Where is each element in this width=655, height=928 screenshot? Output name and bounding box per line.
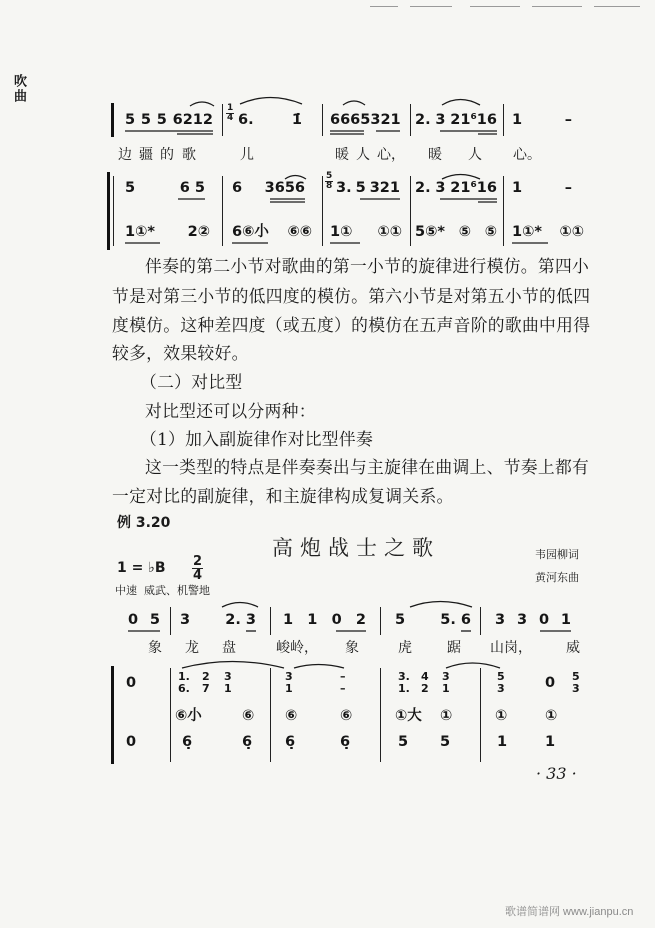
lyric: 象 xyxy=(148,640,162,656)
chord-note: 1. xyxy=(398,682,410,695)
time-signature xyxy=(192,555,203,582)
chord-note: 1. xyxy=(178,670,190,683)
system-bracket xyxy=(111,666,114,764)
melody-measure-5 xyxy=(495,611,571,629)
tempo-marking: 中速 威武、机警地 xyxy=(115,584,210,597)
note-group: ①① xyxy=(377,224,402,240)
slur xyxy=(222,603,258,608)
accompaniment-upper-measure-4 xyxy=(415,179,497,197)
slur xyxy=(343,101,365,105)
note-group: 5 xyxy=(149,612,160,628)
bar-line xyxy=(480,607,481,635)
chord-note: 2 xyxy=(421,682,429,695)
paragraph-line: 度模仿。这种差四度（或五度）的模仿在五声音阶的歌曲中用得 xyxy=(112,315,591,335)
bar-line xyxy=(270,607,271,635)
chord-note: 5 xyxy=(572,670,580,683)
accompaniment-lower-measure-3 xyxy=(330,223,402,241)
key-signature: 1 = ♭B xyxy=(117,560,166,576)
lyric: 歌 xyxy=(182,147,196,163)
accompaniment-upper-measure-3 xyxy=(336,179,400,197)
accompaniment-lower-measure-2 xyxy=(232,223,312,241)
note-group: 1̇ xyxy=(291,112,302,128)
lyric: 边 xyxy=(118,147,132,163)
note-group: 2. xyxy=(415,112,431,128)
bass-note: 1 xyxy=(497,734,508,750)
bar-line xyxy=(170,607,171,635)
melody-measure-4 xyxy=(415,111,497,129)
note-group: 0 xyxy=(128,612,139,628)
note-group: 1 xyxy=(283,612,294,628)
chord xyxy=(398,671,410,695)
note-group: – xyxy=(564,112,572,128)
chord-note: 3 xyxy=(442,670,450,683)
chord-note: 5 xyxy=(497,670,505,683)
note-group: 1①* xyxy=(125,224,155,240)
bar-line xyxy=(270,668,271,762)
note-group: 5. 6 xyxy=(440,612,471,628)
bar-line xyxy=(503,104,504,136)
bass-note: 0 xyxy=(126,734,137,750)
chord-note: 1 xyxy=(224,682,232,695)
lyric: 的 xyxy=(160,147,174,163)
paragraph-line: 一定对比的副旋律，和主旋律构成复调关系。 xyxy=(112,486,454,506)
slur xyxy=(182,662,284,669)
chord xyxy=(497,671,505,695)
lyric: 心， xyxy=(377,147,405,163)
time-signature-numerator: 2 xyxy=(193,554,203,569)
accompaniment-upper-measure-2 xyxy=(232,179,305,197)
note-group: 6665 xyxy=(330,112,371,128)
melody-measure-2 xyxy=(238,111,302,129)
lyric: 威 xyxy=(566,640,580,656)
lyric: 人 xyxy=(468,147,482,163)
bar-line xyxy=(503,176,504,246)
section-heading: （二）对比型 xyxy=(140,372,243,392)
chord xyxy=(178,671,190,695)
paragraph-line: 较多，效果较好。 xyxy=(112,343,249,363)
chord xyxy=(285,671,293,695)
note-group: 3 xyxy=(435,180,446,196)
note-group: 1 xyxy=(512,180,523,196)
note-group: 5 xyxy=(125,112,136,128)
chord-extension xyxy=(340,671,346,695)
accompaniment-note: ① xyxy=(440,708,453,724)
melody-measure-1 xyxy=(125,111,213,129)
note-group: 6212 xyxy=(172,112,213,128)
paragraph-line: 节是对第三小节的低四度的模仿。第六小节是对第五小节的低四 xyxy=(112,286,591,306)
chord-note: 1 xyxy=(285,682,293,695)
bar-line xyxy=(111,103,114,137)
paragraph-line: 伴奏的第二小节对歌曲的第一小节的旋律进行模仿。第四小 xyxy=(145,256,590,276)
accompaniment-note: ⑥ xyxy=(242,708,255,724)
chord-note: – xyxy=(340,670,346,683)
time-signature xyxy=(325,172,333,191)
chord-note: 3 xyxy=(224,670,232,683)
lyric: 虎 xyxy=(398,640,412,656)
time-signature-denominator: 8 xyxy=(326,181,333,191)
note-group: 5 xyxy=(156,112,167,128)
chord xyxy=(421,671,429,695)
lyric: 儿 xyxy=(240,147,254,163)
time-signature-numerator: 5 xyxy=(326,171,333,181)
note-group: ⑥⑥ xyxy=(287,224,312,240)
lyric: 盘 xyxy=(222,640,236,656)
note-group: 2. 3 xyxy=(225,612,256,628)
melody-measure-5 xyxy=(512,111,572,129)
paragraph-line: 这一类型的特点是伴奏奏出与主旋律在曲调上、节奏上都有 xyxy=(145,457,590,477)
bass-note: 5 xyxy=(398,734,409,750)
chord-note: 2 xyxy=(202,670,210,683)
note-group: 1①* xyxy=(512,224,542,240)
watermark: 歌谱简谱网 www.jianpu.cn xyxy=(505,906,634,918)
note-group: 6 xyxy=(232,180,243,196)
accompaniment-note: ⑥ xyxy=(340,708,353,724)
time-signature-denominator: 4 xyxy=(193,568,203,583)
note-group: 5⑤* xyxy=(415,224,445,240)
accompaniment-upper-measure-1 xyxy=(125,179,205,197)
note-group: 1 xyxy=(307,612,318,628)
accompaniment-note: ⑥小 xyxy=(175,708,202,724)
note-group: ①① xyxy=(559,224,584,240)
bar-line xyxy=(480,668,481,762)
bar-line xyxy=(410,176,411,246)
bass-note: 6̣ xyxy=(242,734,253,750)
accompaniment-note: ①大 xyxy=(395,708,422,724)
slur xyxy=(446,663,500,668)
note-group: 5 xyxy=(140,112,151,128)
time-signature xyxy=(226,104,234,123)
subsection-heading: （1）加入副旋律作对比型伴奏 xyxy=(140,429,374,449)
bar-line xyxy=(322,104,323,136)
bass-note: 6̣ xyxy=(285,734,296,750)
slur xyxy=(442,100,480,106)
lyric: 人 xyxy=(356,147,370,163)
chord-note: 3 xyxy=(497,682,505,695)
rest: 0 xyxy=(545,675,556,691)
accompaniment-note: ① xyxy=(495,708,508,724)
chord-note: – xyxy=(340,682,346,695)
composer-credit: 黄河东曲 xyxy=(535,571,579,584)
slur xyxy=(240,98,302,105)
bar-line xyxy=(222,104,223,136)
paragraph-line: 对比型还可以分两种： xyxy=(145,401,316,421)
chord xyxy=(572,671,580,695)
note-group: 321 xyxy=(369,180,400,196)
lyric: 踞 xyxy=(447,640,461,656)
chord-note: 7 xyxy=(202,682,210,695)
note-group: 3 xyxy=(180,612,191,628)
note-group: – xyxy=(564,180,572,196)
chord-note: 3. xyxy=(398,670,410,683)
chord-note: 1 xyxy=(442,682,450,695)
slur xyxy=(410,602,472,608)
example-label: 例 3.20 xyxy=(117,515,171,531)
note-group: 21⁶16 xyxy=(450,112,497,128)
note-group: 1 xyxy=(512,112,523,128)
chord-note: 4 xyxy=(421,670,429,683)
bass-note: 6̣ xyxy=(182,734,193,750)
chord-note: 3 xyxy=(572,682,580,695)
lyric: 心。 xyxy=(513,147,541,163)
bass-note: 6̣ xyxy=(340,734,351,750)
margin-label: 吹曲 xyxy=(11,74,26,104)
bar-line xyxy=(113,176,114,246)
accompaniment-lower-measure-5 xyxy=(512,223,584,241)
accompaniment-upper-measure-5 xyxy=(512,179,572,197)
note-group: 1 xyxy=(560,612,571,628)
bass-note: 1 xyxy=(545,734,556,750)
accompaniment-note: ⑥ xyxy=(285,708,298,724)
lyric: 疆 xyxy=(139,147,153,163)
slur xyxy=(294,665,344,669)
melody-measure-2 xyxy=(180,611,256,629)
note-group: 0 xyxy=(538,612,550,628)
bass-note: 5 xyxy=(440,734,451,750)
note-group: 3. xyxy=(336,180,352,196)
note-group: ⑤ xyxy=(484,224,497,240)
bar-line xyxy=(222,176,223,246)
note-group: 6⑥小 xyxy=(232,224,269,240)
time-signature-denominator: 4 xyxy=(227,113,234,123)
melody-measure-4 xyxy=(395,611,471,629)
note-group: 3 xyxy=(516,612,528,628)
melody-measure-1 xyxy=(128,611,160,629)
lyric: 暖 xyxy=(428,147,442,163)
lyric: 山岗， xyxy=(490,640,532,656)
lyric: 象 xyxy=(345,640,359,656)
note-group: 0 xyxy=(331,612,342,628)
lyric: 暖 xyxy=(335,147,349,163)
lyric: 龙 xyxy=(185,640,199,656)
accompaniment-note: ① xyxy=(545,708,558,724)
melody-measure-3 xyxy=(283,611,366,629)
note-group: 5 xyxy=(395,612,406,628)
note-group: 3656 xyxy=(264,180,305,196)
note-group: 3 xyxy=(495,612,506,628)
page-number: · 33 · xyxy=(536,764,577,783)
note-group: 5 xyxy=(125,180,136,196)
time-signature-numerator: 1 xyxy=(227,103,234,113)
bar-line xyxy=(380,607,381,635)
accompaniment-lower-measure-1 xyxy=(125,223,210,241)
bar-line xyxy=(170,668,171,762)
lyricist-credit: 韦园柳词 xyxy=(535,548,579,561)
note-group: 321 xyxy=(370,112,401,128)
system-bracket xyxy=(107,172,110,250)
chord xyxy=(224,671,232,695)
song-title: 高炮战士之歌 xyxy=(272,536,440,560)
note-group: 6. xyxy=(238,112,254,128)
slur xyxy=(190,102,214,106)
note-group: 2. xyxy=(415,180,431,196)
note-group: 6 5 xyxy=(179,180,205,196)
bar-line xyxy=(380,668,381,762)
accompaniment-lower-measure-4 xyxy=(415,223,497,241)
note-group: 5 xyxy=(355,180,366,196)
chord xyxy=(442,671,450,695)
note-group: 1① xyxy=(330,224,353,240)
bar-line xyxy=(322,176,323,246)
lyric: 峻岭， xyxy=(276,640,318,656)
note-group: 2② xyxy=(187,224,210,240)
melody-measure-3 xyxy=(330,111,400,129)
chord-note: 3 xyxy=(285,670,293,683)
note-group: 2 xyxy=(355,612,366,628)
note-group: 21⁶16 xyxy=(450,180,497,196)
chord xyxy=(202,671,210,695)
rest: 0 xyxy=(126,675,137,691)
note-group: ⑤ xyxy=(458,224,471,240)
bar-line xyxy=(410,104,411,136)
note-group: 3 xyxy=(435,112,446,128)
chord-note: 6. xyxy=(178,682,190,695)
